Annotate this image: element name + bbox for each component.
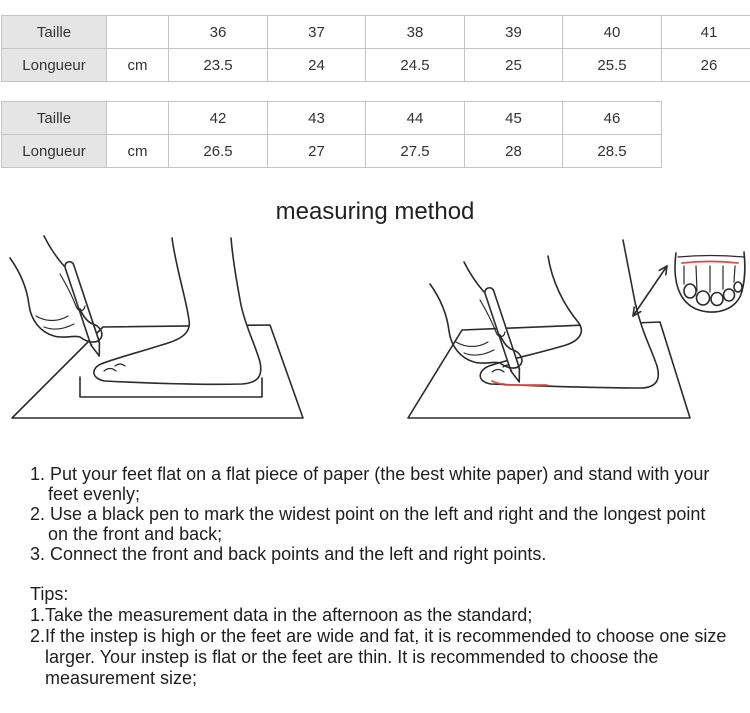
size-row-blank-cell	[107, 102, 169, 135]
size-value: 42	[169, 102, 268, 135]
size-header-label: Taille	[2, 102, 107, 135]
length-value: 24	[268, 49, 366, 82]
tips-section	[30, 584, 740, 689]
leg-and-foot-outline	[94, 238, 261, 384]
instruction-step: 2. Use a black pen to mark the widest point on the left and right and the longest point on the front and back;	[30, 504, 706, 544]
size-row	[2, 102, 662, 135]
toe-front-view-icon	[675, 252, 745, 312]
unit-label: cm	[107, 135, 169, 168]
section-heading: measuring method	[275, 198, 475, 225]
size-table-1	[1, 15, 750, 82]
length-value: 28.5	[563, 135, 662, 168]
size-row-blank-cell	[107, 16, 169, 49]
size-value: 44	[366, 102, 465, 135]
size-header-label: Taille	[2, 16, 107, 49]
length-value: 23.5	[169, 49, 268, 82]
instruction-step: 1. Put your feet flat on a flat piece of paper (the best white paper) and stand with your feet evenly;	[30, 464, 710, 504]
length-value: 27	[268, 135, 366, 168]
instruction-steps	[30, 464, 720, 564]
size-value: 36	[169, 16, 268, 49]
trace-foot-illustration	[10, 236, 303, 418]
size-table-2	[1, 101, 662, 168]
length-label: Longueur	[2, 135, 107, 168]
leg-and-foot-outline	[480, 240, 658, 388]
double-arrow-icon	[633, 266, 667, 316]
length-row	[2, 135, 662, 168]
unit-label: cm	[107, 49, 169, 82]
length-value: 25.5	[563, 49, 662, 82]
measuring-illustrations	[0, 230, 750, 425]
length-value: 26	[662, 49, 750, 82]
size-value: 45	[465, 102, 563, 135]
length-value: 25	[465, 49, 563, 82]
instruction-step: 3. Connect the front and back points and the left and right points.	[30, 544, 547, 564]
tip-item: 1.Take the measurement data in the afternoon as the standard;	[30, 605, 533, 625]
length-value: 28	[465, 135, 563, 168]
length-value: 26.5	[169, 135, 268, 168]
tip-item: 2.If the instep is high or the feet are wide and fat, it is recommended to choose one size larger. Your instep is flat or the feet are thin. It is recommended to choose the measurement size;	[30, 626, 727, 688]
size-value: 41	[662, 16, 750, 49]
length-label: Longueur	[2, 49, 107, 82]
length-value: 27.5	[366, 135, 465, 168]
length-value: 24.5	[366, 49, 465, 82]
size-value: 40	[563, 16, 662, 49]
size-value: 38	[366, 16, 465, 49]
size-value: 39	[465, 16, 563, 49]
size-value: 46	[563, 102, 662, 135]
size-row	[2, 16, 750, 49]
size-value: 43	[268, 102, 366, 135]
tips-title: Tips:	[30, 584, 69, 604]
mark-points-illustration	[408, 240, 745, 418]
length-row	[2, 49, 750, 82]
size-value: 37	[268, 16, 366, 49]
